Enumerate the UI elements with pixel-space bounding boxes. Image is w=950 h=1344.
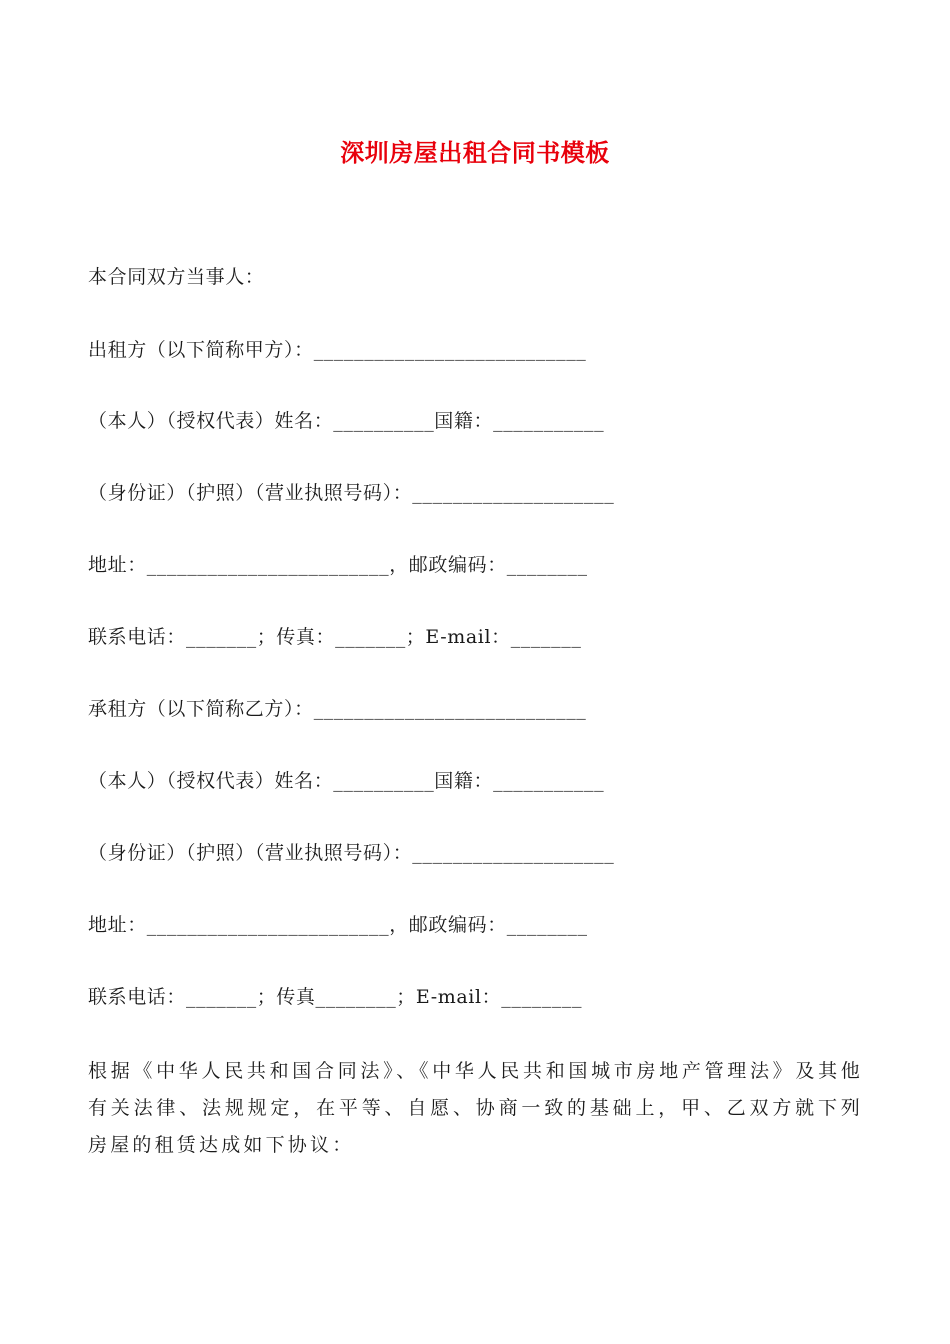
parties-intro: 本合同双方当事人： [88,266,265,288]
lessor-name-nationality: （本人）（授权代表）姓名：__________国籍：___________ [88,410,605,432]
lessee-address: 地址：________________________，邮政编码：________ [88,914,588,936]
lessee-contact: 联系电话：_______；传真________；E-mail：________ [88,986,583,1008]
document-title: 深圳房屋出租合同书模板 [340,139,610,167]
lessee-line: 承租方（以下简称乙方）：___________________________ [88,698,587,720]
lessee-name-nationality: （本人）（授权代表）姓名：__________国籍：___________ [88,770,605,792]
lessor-id-number: （身份证）（护照）（营业执照号码）：____________________ [88,482,615,504]
lessor-contact: 联系电话：_______；传真：_______；E-mail：_______ [88,626,582,648]
lessee-id-number: （身份证）（护照）（营业执照号码）：____________________ [88,842,615,864]
lessor-address: 地址：________________________，邮政编码：________ [88,554,588,576]
agreement-preamble: 根据《中华人民共和国合同法》、《中华人民共和国城市房地产管理法》及其他有关法律、法规规定，在平等、自愿、协商一致的基础上，甲、乙双方就下列房屋的租赁达成如下协议： [88,1060,863,1156]
lessor-line: 出租方（以下简称甲方）：___________________________ [88,339,587,361]
